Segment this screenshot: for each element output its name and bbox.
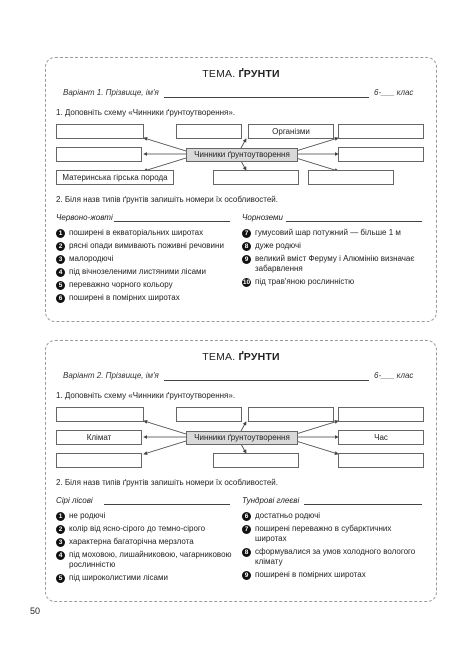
factor-box[interactable]	[213, 170, 299, 185]
title-prefix: ТЕМА.	[202, 351, 236, 363]
feature-number-badge: 1	[56, 229, 65, 238]
left-features-list	[56, 228, 238, 306]
factor-box-time[interactable]: Час	[338, 430, 424, 445]
feature-text: поширені в помірних широтах	[69, 293, 180, 302]
feature-text: під трав'яною рослинністю	[255, 277, 355, 286]
feature-number-badge: 3	[56, 538, 65, 547]
feature-text: гумусовий шар потужний — більше 1 м	[255, 228, 401, 237]
feature-text: великий вміст Феруму і Алюмінію визначає забарвлення	[255, 254, 415, 273]
soil-type-right: Чорноземи	[242, 213, 283, 222]
feature-number-badge: 7	[242, 525, 251, 534]
factor-box[interactable]	[338, 147, 424, 162]
class-label: 6-___ клас	[374, 88, 414, 97]
feature-number-badge: 2	[56, 242, 65, 251]
soil-type-right: Тундрові глеєві	[242, 496, 300, 505]
feature-number-badge: 10	[242, 278, 251, 286]
factor-box[interactable]	[176, 407, 242, 422]
feature-text: колір від ясно-сірого до темно-сірого	[69, 524, 206, 533]
task-1-instruction: 1. Доповніть схему «Чинники ґрунтоутворення».	[56, 108, 236, 117]
feature-number-badge: 5	[56, 281, 65, 290]
feature-number-badge: 4	[56, 551, 65, 560]
factor-box-organisms[interactable]: Організми	[248, 124, 334, 139]
list-item	[56, 241, 238, 251]
factor-box-parent-rock[interactable]: Материнська гірська порода	[56, 170, 174, 185]
list-item	[242, 277, 424, 287]
list-item	[56, 254, 238, 264]
factor-box[interactable]	[56, 147, 142, 162]
list-item	[56, 267, 238, 277]
answer-line-left[interactable]	[104, 504, 230, 505]
factor-box[interactable]	[308, 170, 394, 185]
variant-label: Варіант 2. Прізвище, ім'я	[63, 371, 159, 380]
factor-box-climate[interactable]: Клімат	[56, 430, 142, 445]
task-2-instruction: 2. Біля назв типів ґрунтів запишіть номери їх особливостей.	[56, 478, 278, 487]
feature-text: під вічнозеленими листяними лісами	[69, 267, 207, 276]
feature-number-badge: 8	[242, 548, 251, 557]
list-item	[242, 241, 424, 251]
list-item	[56, 537, 238, 547]
feature-number-badge: 6	[242, 512, 251, 521]
right-features-list	[242, 228, 424, 290]
right-features-list	[242, 511, 424, 583]
factor-box[interactable]	[338, 453, 424, 468]
factor-box[interactable]	[56, 124, 144, 139]
soil-type-left: Сірі лісові	[56, 496, 93, 505]
list-item	[242, 524, 424, 544]
title-topic: ҐРУНТИ	[238, 68, 280, 80]
list-item	[56, 550, 238, 570]
feature-text: поширені переважно в субарктичних широтах	[255, 524, 392, 543]
answer-line-left[interactable]	[114, 221, 230, 222]
feature-number-badge: 7	[242, 229, 251, 238]
feature-text: рясні опади вимивають поживні речовини	[69, 241, 224, 250]
feature-text: сформувалися за умов холодного вологого клімату	[255, 547, 416, 566]
feature-text: поширені в помірних широтах	[255, 570, 366, 579]
feature-number-badge: 8	[242, 242, 251, 251]
list-item	[56, 511, 238, 521]
feature-number-badge: 9	[242, 255, 251, 264]
factor-box[interactable]	[213, 453, 299, 468]
factor-box[interactable]	[338, 124, 424, 139]
factor-box[interactable]	[248, 407, 334, 422]
feature-text: поширені в екваторіальних широтах	[69, 228, 204, 237]
factor-box[interactable]	[56, 407, 144, 422]
feature-text: переважно чорного кольору	[69, 280, 173, 289]
factor-box[interactable]	[176, 124, 242, 139]
scheme-center-box: Чинники ґрунтоутворення	[186, 148, 298, 162]
page-number: 50	[30, 606, 41, 616]
feature-text: характерна багаторічна мерзлота	[69, 537, 194, 546]
title-topic: ҐРУНТИ	[238, 351, 280, 363]
factor-box[interactable]	[56, 453, 142, 468]
list-item	[56, 573, 238, 583]
title-prefix: ТЕМА.	[202, 68, 236, 80]
factor-box[interactable]	[338, 407, 424, 422]
list-item	[242, 547, 424, 567]
feature-number-badge: 4	[56, 268, 65, 277]
list-item	[56, 524, 238, 534]
worksheet-variant-1	[45, 57, 437, 322]
variant-label: Варіант 1. Прізвище, ім'я	[63, 88, 159, 97]
worksheet-variant-2	[45, 340, 437, 602]
soil-type-left: Червоно-жовті	[56, 213, 113, 222]
feature-number-badge: 3	[56, 255, 65, 264]
feature-number-badge: 2	[56, 525, 65, 534]
task-1-instruction: 1. Доповніть схему «Чинники ґрунтоутворення».	[56, 391, 236, 400]
feature-number-badge: 9	[242, 571, 251, 580]
feature-text: дуже родючі	[255, 241, 301, 250]
list-item	[56, 228, 238, 238]
feature-text: не родючі	[69, 511, 106, 520]
scheme-center-box: Чинники ґрунтоутворення	[186, 431, 298, 445]
answer-line-right[interactable]	[304, 504, 422, 505]
list-item	[242, 511, 424, 521]
feature-text: під моховою, лишайниковою, чагарниковою рослинністю	[69, 550, 232, 569]
left-features-list	[56, 511, 238, 586]
feature-text: малородючі	[69, 254, 114, 263]
feature-text: достатньо родючі	[255, 511, 321, 520]
class-label: 6-___ клас	[374, 371, 414, 380]
list-item	[56, 280, 238, 290]
list-item	[56, 293, 238, 303]
feature-text: під широколистими лісами	[69, 573, 168, 582]
feature-number-badge: 6	[56, 294, 65, 303]
feature-number-badge: 1	[56, 512, 65, 521]
list-item	[242, 228, 424, 238]
answer-line-right[interactable]	[286, 221, 422, 222]
task-2-instruction: 2. Біля назв типів ґрунтів запишіть номери їх особливостей.	[56, 195, 278, 204]
list-item	[242, 570, 424, 580]
list-item	[242, 254, 424, 274]
feature-number-badge: 5	[56, 574, 65, 583]
